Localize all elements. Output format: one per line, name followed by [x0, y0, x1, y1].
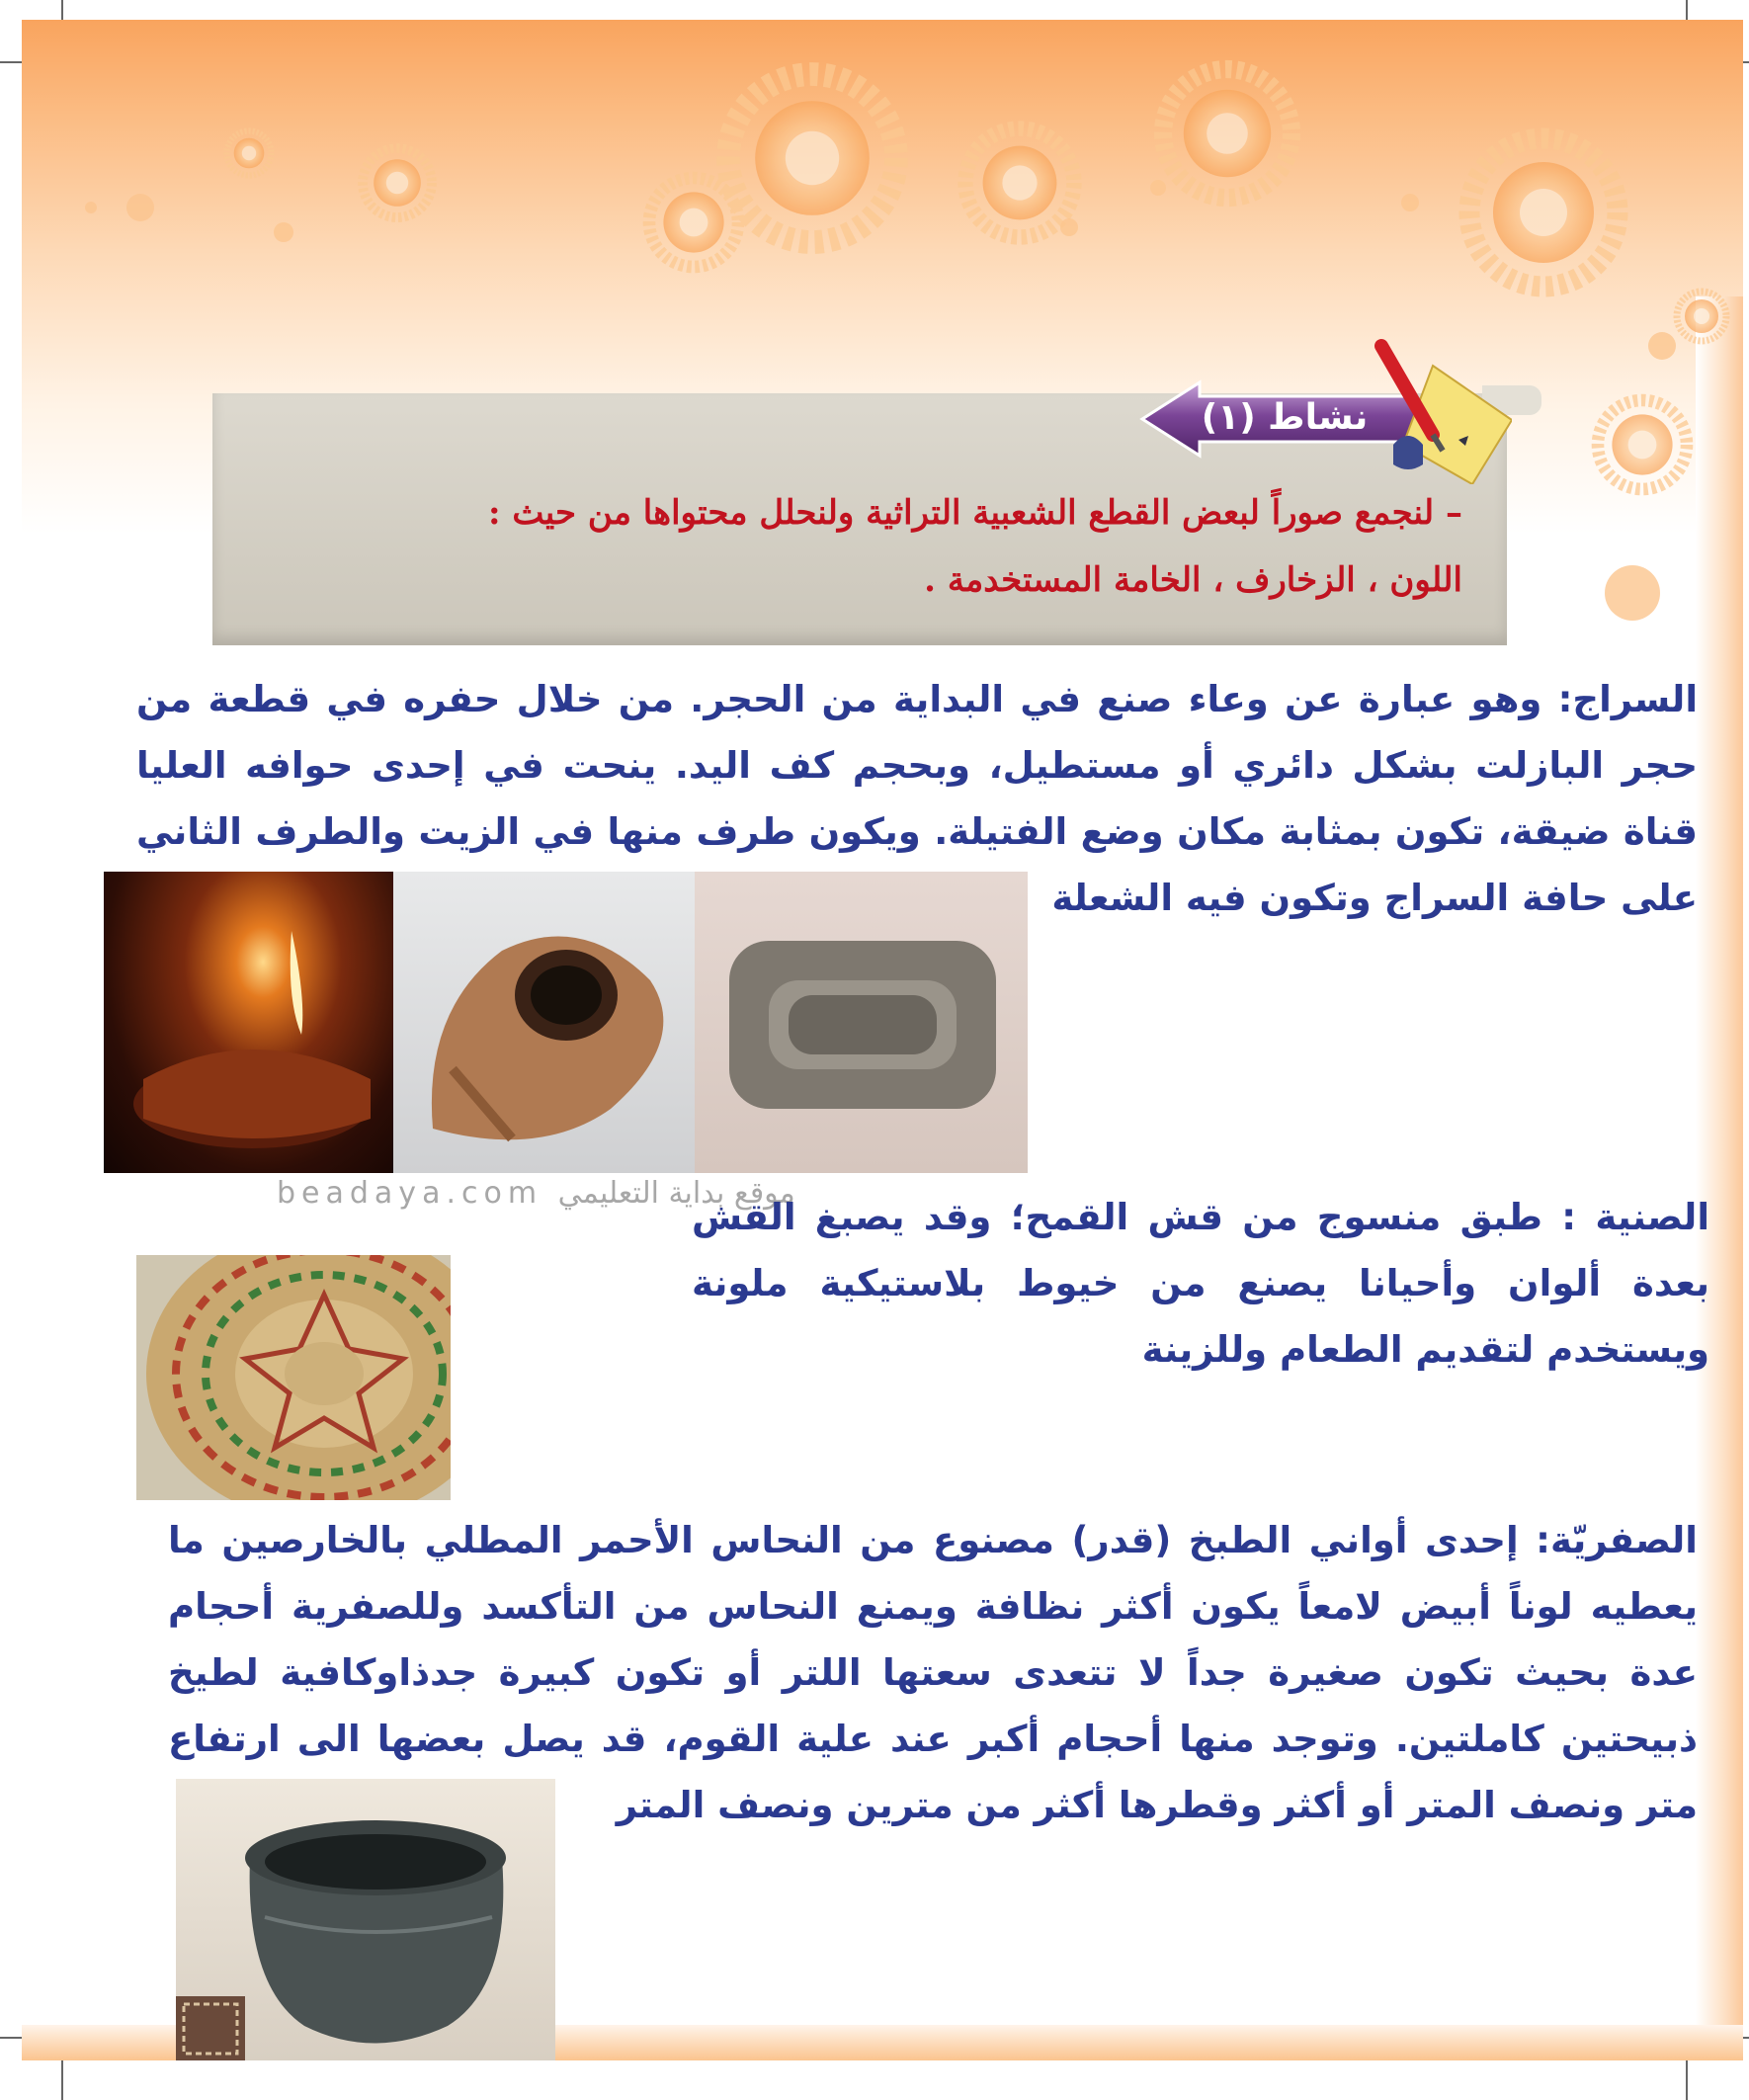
- tray-paragraph: الصنية : طبق منسوج من قش القمح؛ وقد يصبغ القش بعدة ألوان وأحيانا يصنع من خيوط بلاستيكية ملونة ويستخدم لتقديم الطعام وللزينة: [692, 1196, 1709, 1371]
- watermark-url: beadaya.com موقع بداية التعليمي: [277, 1176, 795, 1211]
- woven-straw-tray-photo: [136, 1255, 451, 1500]
- crop-mark: [61, 2060, 63, 2100]
- activity-instruction-line: – لنجمع صوراً لبعض القطع الشعبية التراثية ولنحلل محتواها من حيث :: [487, 493, 1462, 533]
- pen-and-paper-icon: [1364, 326, 1512, 484]
- lamp-paragraph: السراج: وهو عبارة عن وعاء صنع في البداية من الحجر. من خلال حفره في قطعة من حجر البازلت بشكل دائري أو مستطيل، وبحجم كف اليد. ينحت في إحدى حوافه العليا قناة ضيقة، تكون بمثابة مكان وضع الفتيلة. ويكون طرف منها في الزيت والطرف الثاني على حافة السراج وتكون فيه الشعلة: [136, 678, 1698, 919]
- copper-cooking-pot-photo: [176, 1779, 555, 2060]
- copper-pot-paragraph: الصفريّة: إحدى أواني الطبخ (قدر) مصنوع من النحاس الأحمر المطلي بالخارصين ما يعطيه لوناً أبيض لامعاً يكون أكثر نظافة ويمنع النحاس من التأكسد وللصفرية أحجام عدة بحيث تكون صغيرة جداً لا تتعدى سعتها اللتر أو تكون كبيرة جدذاوكافية لطيخ ذبيحتين كاملتين. وتوجد منها أحجام أكبر عند علية القوم، قد يصل بعضها الى ارتفاع متر ونصف المتر أو أكثر وقطرها أكثر من مترين ونصف المتر: [168, 1519, 1698, 1826]
- lit-oil-lamp-photo: [104, 872, 393, 1173]
- clay-oil-lamp-photo: [393, 872, 695, 1173]
- activity-badge-label: نشاط (١): [1201, 397, 1369, 438]
- stone-oil-lamp-photo: [695, 872, 1028, 1173]
- activity-instruction-line: اللون ، الزخارف ، الخامة المستخدمة .: [924, 560, 1462, 600]
- crop-mark: [1686, 2060, 1688, 2100]
